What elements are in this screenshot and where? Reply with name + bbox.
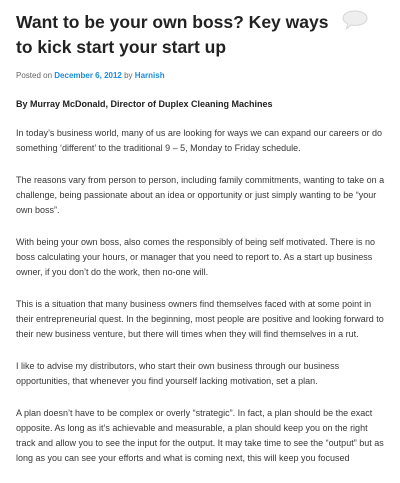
post-date-link[interactable]: December 6, 2012: [54, 71, 122, 80]
post-paragraph: With being your own boss, also comes the responsibly of being self motivated. There is no boss calculating your hours, or manager that you need to report to. As a start up business owner, if you don’t do the work, then no-one will.: [16, 237, 376, 277]
speech-bubble-icon[interactable]: [342, 10, 368, 30]
by-label: by: [124, 71, 133, 80]
post-byline: By Murray McDonald, Director of Duplex Cleaning Machines: [16, 99, 273, 109]
post-paragraph: A plan doesn’t have to be complex or overly “strategic”. In fact, a plan should be the exact opposite. As long as it’s achievable and measurable, a plan should keep you on the right track and allow you to see the input for the output. It may take time to see the “output” but as long as you can see your efforts and what is coming next, this will keep you focused: [16, 408, 384, 463]
post-meta: [16, 70, 386, 82]
author-link[interactable]: Harnish: [134, 71, 165, 80]
post-paragraph: The reasons vary from person to person, including family commitments, wanting to take on a challenge, being passionate about an idea or opportunity or just simply wanting to be “your own boss”.: [16, 175, 385, 215]
speech-bubble-icon-graphic: [342, 10, 368, 30]
post-paragraph: This is a situation that many business owners find themselves faced with at some point in their entrepreneurial quest. In the beginning, most people are positive and looking forward to their new business venture, but there will times when they will find themselves in a rut.: [16, 299, 384, 339]
post-paragraph: In today’s business world, many of us are looking for ways we can expand our careers or do something ‘different’ to the traditional 9 – 5, Monday to Friday schedule.: [16, 128, 383, 153]
posted-on-label: Posted on: [16, 71, 53, 80]
post-paragraph: I like to advise my distributors, who start their own business through our business opportunities, that whenever you find yourself lacking motivation, set a plan.: [16, 361, 340, 386]
post-title[interactable]: Want to be your own boss? Key ways to kick start your start up: [16, 12, 329, 57]
post-article: [16, 0, 386, 483]
post-content: [16, 97, 386, 466]
